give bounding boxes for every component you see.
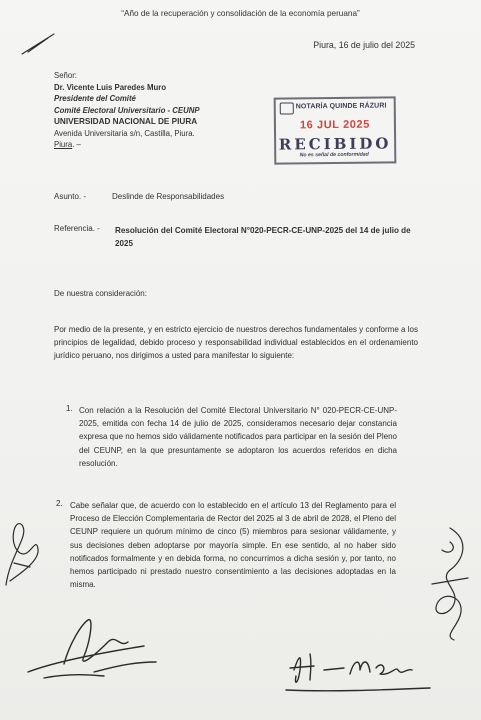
- item-1-text: Con relación a la Resolución del Comité Electoral Universitario N° 020-PECR-CE-UNP-2025, emitida con fecha 14 de julio de 2025, consideramos necesario dejar constancia expresa que no hemos sido válidamente notificados para participar en la sesión del Pleno del CEUNP, en la que presuntamente se adoptaron los acuerdos referidos en dicha resolución.: [79, 406, 397, 468]
- signature-left: [24, 612, 162, 690]
- recipient-university: UNIVERSIDAD NACIONAL DE PIURA: [54, 117, 198, 126]
- margin-signature-right: [420, 520, 478, 645]
- notary-stamp: [274, 96, 397, 164]
- stamp-notary: NOTARÍA QUINDE RÁZURI: [295, 102, 387, 111]
- header-motto: “Año de la recuperación y consolidación de la economía peruana”: [121, 9, 360, 18]
- item-1-number: 1.: [66, 404, 73, 413]
- signature-right: [280, 640, 440, 700]
- salutation: Señor:: [54, 71, 77, 80]
- stamp-note: No es señal de conformidad: [299, 151, 369, 159]
- greeting: De nuestra consideración:: [54, 289, 147, 298]
- intro-paragraph: Por medio de la presente, y en estricto ejercicio de nuestros derechos fundamentales y conforme a los principios de legalidad, debido proceso y responsabilidad individual establecidos en el ordenamiento jurídico peruano, nos dirigimos a usted para manifestar lo siguiente:: [54, 325, 418, 361]
- stamp-received: RECIBIDO: [278, 134, 392, 154]
- pen-mark: [18, 30, 58, 58]
- reference-label: Referencia. -: [54, 224, 100, 233]
- subject-value: Deslinde de Responsabilidades: [112, 192, 225, 201]
- margin-signature-left: [0, 515, 44, 595]
- recipient-committee: Comité Electoral Universitario - CEUNP: [54, 105, 200, 115]
- recipient-block: [54, 70, 200, 151]
- reference-value: Resolución del Comité Electoral N°020-PECR-CE-UNP-2025 del 14 de julio de 2025: [115, 226, 411, 248]
- stamp-date: 16 JUL 2025: [299, 118, 371, 132]
- recipient-city: Piura: [54, 140, 73, 149]
- recipient-city-suffix: . –: [72, 140, 81, 149]
- item-2-number: 2.: [56, 499, 63, 508]
- item-2-text: Cabe señalar que, de acuerdo con lo establecido en el artículo 13 del Reglamento para el Proceso de Elección Complementaria de Rector del 2025 al 3 de abril de 2028, el Pleno del CEUNP requiere un quórum mínimo de cinco (5) miembros para sesionar válidamente, y sus decisiones deben adoptarse por mayoría simple. En ese sentido, al no haber sido notificados formalmente y en debida forma, no concurrimos a dicha sesión y, por tanto, no hemos participado ni prestado nuestro consentimiento a las decisiones adoptadas en la misma.: [70, 501, 396, 590]
- subject-label: Asunto. -: [54, 192, 87, 201]
- notary-logo-icon: [280, 102, 294, 114]
- recipient-city-line: [54, 139, 200, 151]
- letter-date: Piura, 16 de julio del 2025: [313, 40, 415, 50]
- recipient-role: Presidente del Comité: [54, 94, 136, 103]
- recipient-name: Dr. Vicente Luis Paredes Muro: [54, 82, 167, 92]
- recipient-address: Avenida Universitaria s/n, Castilla, Piura.: [54, 128, 195, 138]
